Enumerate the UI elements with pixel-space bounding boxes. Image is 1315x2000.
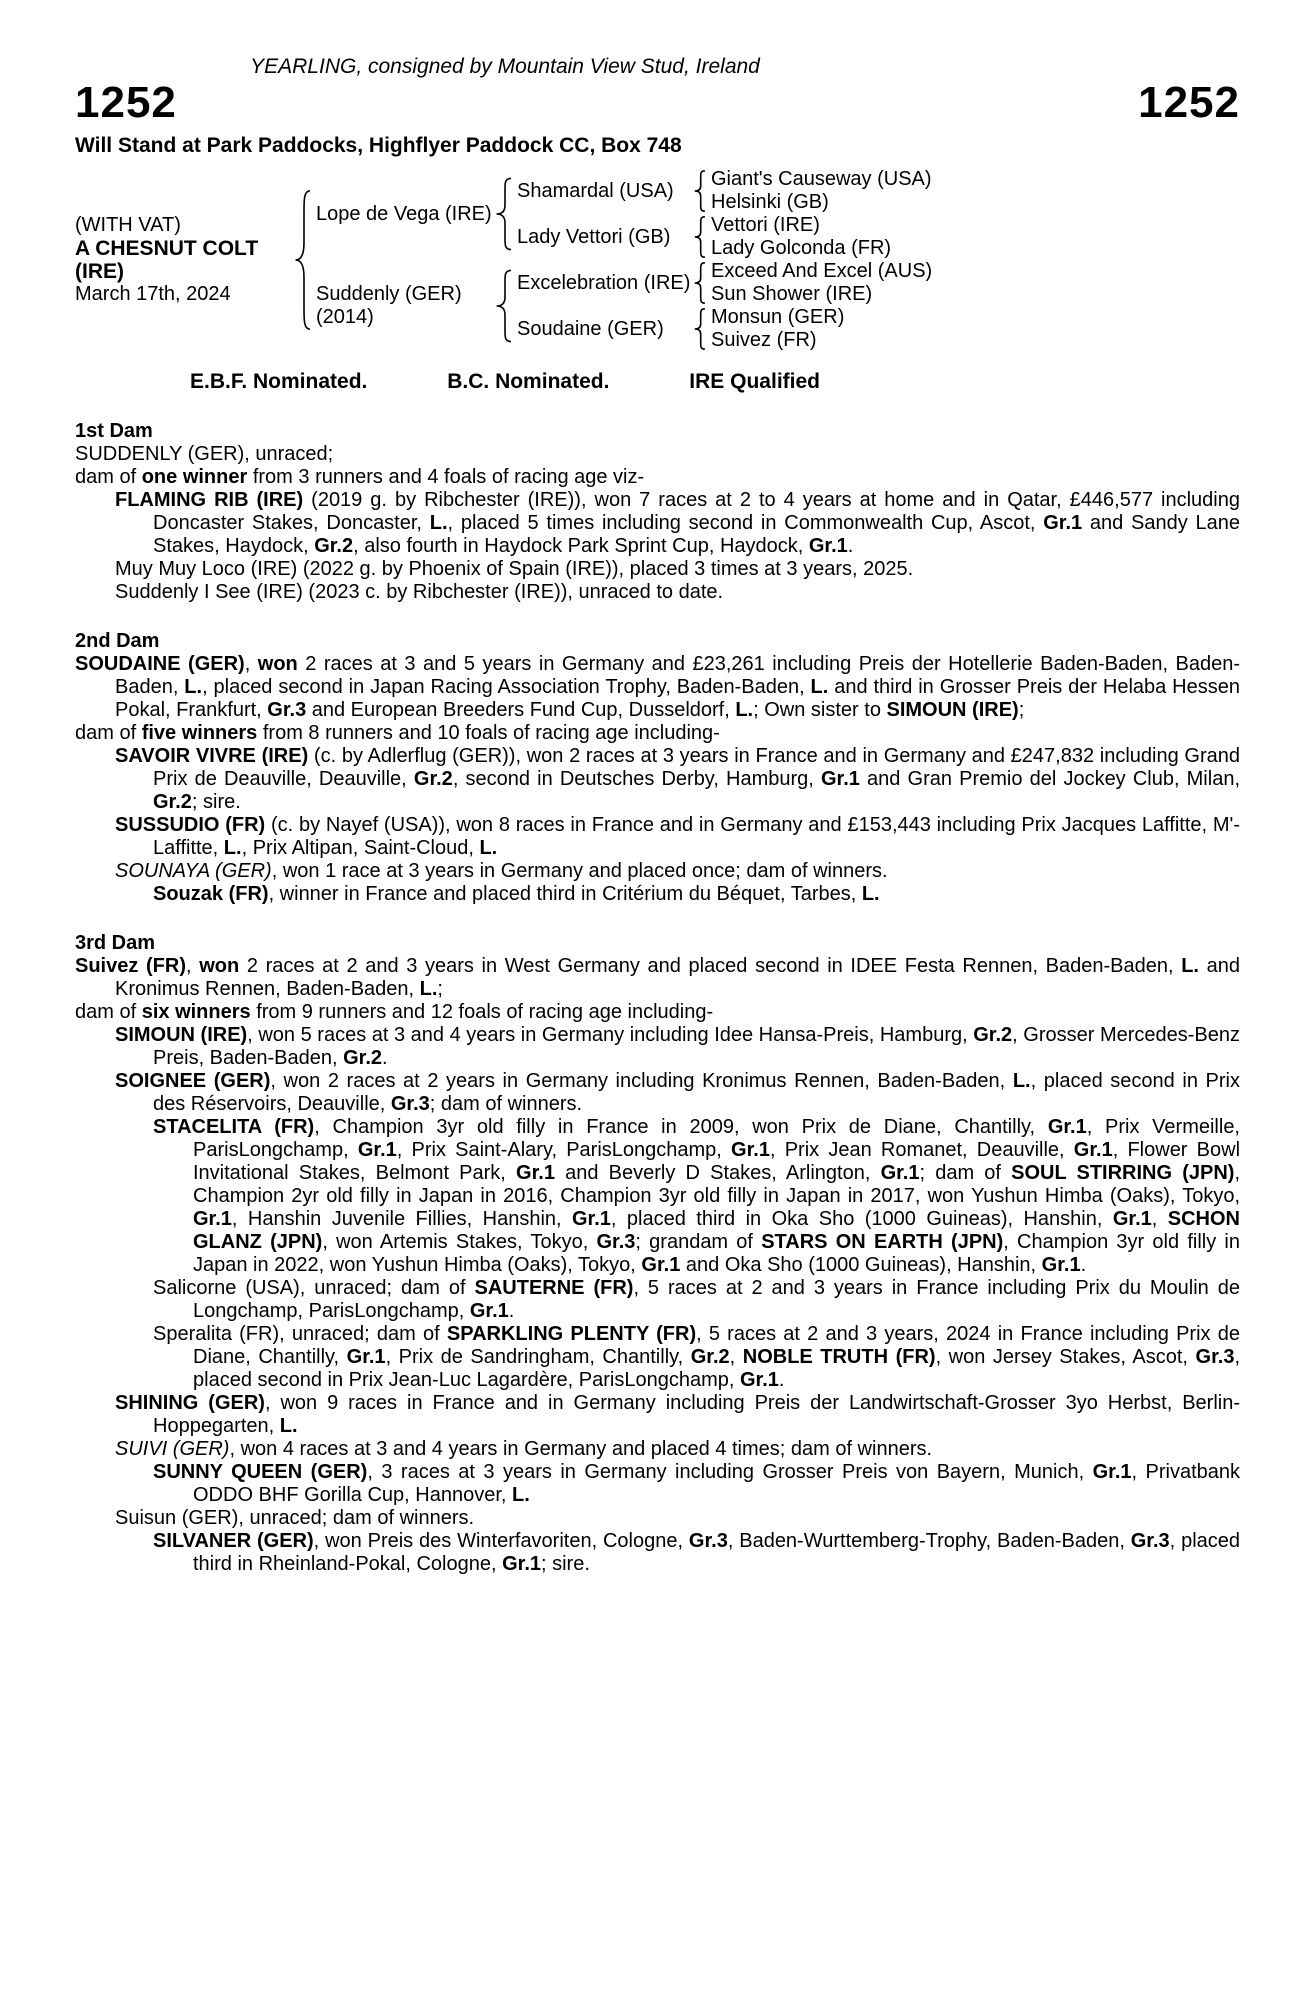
text-segment: , won Artemis Stakes, Tokyo, (322, 1231, 597, 1253)
pedigree-brace-dam (491, 260, 517, 352)
text-segment: won (199, 955, 240, 977)
dam-sire-cell (517, 260, 689, 306)
text-segment: Gr.1 (740, 1369, 779, 1391)
text-segment: SOUDAINE (GER) (75, 653, 245, 675)
text-segment: Gr.1 (1092, 1461, 1132, 1483)
text-segment: and Oka Sho (1000 Guineas), Hanshin, (680, 1254, 1042, 1276)
text-segment: , placed second in Japan Racing Association Trophy, Baden-Baden, (202, 676, 811, 698)
text-segment: , second in Deutsches Derby, Hamburg, (452, 768, 821, 790)
text-segment: Gr.2 (973, 1024, 1013, 1046)
text-segment: ; Own sister to (753, 699, 887, 721)
text-segment: Gr.2 (343, 1047, 383, 1069)
pedigree-text-paragraph (75, 722, 1240, 745)
colt-info-block (75, 168, 290, 352)
text-segment: Gr.1 (357, 1139, 397, 1161)
pedigree-text-paragraph (75, 1001, 1240, 1024)
text-segment: , Hanshin Juvenile Fillies, Hanshin, (231, 1208, 572, 1230)
stand-location-line: Will Stand at Park Paddocks, Highflyer Paddock CC, Box 748 (75, 134, 682, 157)
text-segment: Gr.3 (688, 1530, 728, 1552)
sire-dam-dam-name: Lady Golconda (FR) (711, 237, 892, 259)
text-segment: ; (437, 978, 443, 1000)
pedigree-text-paragraph (75, 1530, 1240, 1576)
text-segment: , Champion 3yr old filly in France in 2009, won Prix de Diane, Chantilly, (314, 1116, 1048, 1138)
text-segment: L. (735, 699, 754, 721)
text-segment: Souzak (FR) (153, 883, 269, 905)
text-segment: , won Preis des Winterfavoriten, Cologne, (313, 1530, 689, 1552)
sire-sire-sire-name: Giant's Causeway (USA) (711, 168, 932, 190)
text-segment: dam of (75, 1001, 142, 1023)
text-segment: , Grosser Mercedes-Benz Preis, Baden-Baden, (153, 1024, 1241, 1069)
text-segment: Gr.1 (346, 1346, 386, 1368)
text-segment: , Prix Vermeille, ParisLongchamp, (193, 1116, 1240, 1161)
text-segment: ; (1018, 699, 1025, 721)
text-segment: Gr.1 (641, 1254, 681, 1276)
text-segment: L. (429, 512, 448, 534)
pedigree-text-paragraph (75, 1277, 1240, 1323)
text-segment: SAUTERNE (FR) (474, 1277, 634, 1299)
text-segment: L. (512, 1484, 530, 1506)
text-segment: , Champion 2yr old filly in Japan in 2016, Champion 3yr old filly in Japan in 2017, won Yushun Himba (Oaks), Tokyo, (193, 1162, 1241, 1207)
text-segment: , won Jersey Stakes, Ascot, (935, 1346, 1196, 1368)
colt-description-line2: (IRE) (75, 260, 124, 283)
nomination-bc: B.C. Nominated. (447, 370, 610, 393)
text-segment: . (847, 535, 854, 557)
text-segment: , won 5 races at 3 and 4 years in Germany including Idee Hansa-Preis, Hamburg, (247, 1024, 974, 1046)
sire-sire-sire-cell (711, 168, 1240, 191)
text-segment: dam of (75, 722, 142, 744)
text-segment: , placed third in Oka Sho (1000 Guineas), Hanshin, (610, 1208, 1113, 1230)
text-segment: Gr.1 (1112, 1208, 1152, 1230)
pedigree-text-paragraph (75, 1070, 1240, 1116)
pedigree-table (75, 168, 1240, 352)
consignor-line: YEARLING, consigned by Mountain View Stud, Ireland (250, 55, 760, 78)
sire-dam-sire-cell (711, 214, 1240, 237)
text-segment: Gr.3 (596, 1231, 636, 1253)
text-segment: and Gran Premio del Jockey Club, Milan, (859, 768, 1240, 790)
text-segment: L. (1012, 1070, 1031, 1092)
text-segment: FLAMING RIB (IRE) (115, 489, 304, 511)
text-segment: , Prix de Sandringham, Chantilly, (385, 1346, 691, 1368)
text-segment: , 5 races at 2 and 3 years, 2024 in France including Prix de Diane, Chantilly, (193, 1323, 1240, 1368)
dam-sire-sire-name: Exceed And Excel (AUS) (711, 260, 933, 282)
pedigree-brace-sire-sire (689, 168, 711, 214)
text-segment: Gr.2 (153, 791, 192, 813)
sire-dam-name: Lady Vettori (GB) (517, 225, 671, 248)
text-segment: Gr.1 (880, 1162, 920, 1184)
text-segment: ; dam of (919, 1162, 1012, 1184)
sire-name: Lope de Vega (IRE) (316, 202, 492, 225)
lot-number-row (75, 78, 1240, 127)
dam-sire-dam-cell (711, 283, 1240, 306)
text-segment: Suddenly I See (IRE) (2023 c. by Ribchester (IRE)), unraced to date. (115, 581, 724, 603)
brace-icon (494, 177, 514, 251)
text-segment: Gr.3 (1130, 1530, 1170, 1552)
dam-sire-name: Excelebration (IRE) (517, 271, 691, 294)
sire-sire-cell (517, 168, 689, 214)
text-segment: SAVOIR VIVRE (IRE) (115, 745, 309, 767)
text-segment: , (185, 955, 200, 977)
text-segment: SOUL STIRRING (JPN) (1011, 1162, 1235, 1184)
pedigree-text-paragraph (75, 1116, 1240, 1277)
dam-dam-dam-name: Suivez (FR) (711, 329, 817, 351)
text-segment: , (1151, 1208, 1168, 1230)
sire-sire-name: Shamardal (USA) (517, 179, 674, 202)
text-segment: and third in Grosser Preis der Helaba Hessen Pokal, Frankfurt, (115, 676, 1240, 721)
text-segment: Gr.3 (1195, 1346, 1235, 1368)
dam-section-heading: 3rd Dam (75, 932, 156, 954)
text-segment: six winners (141, 1001, 251, 1023)
text-segment: , Prix Saint-Alary, ParisLongchamp, (396, 1139, 732, 1161)
sire-cell (316, 168, 491, 260)
brace-icon (494, 269, 514, 343)
text-segment: 2 races at 3 and 5 years in Germany and £23,261 including Preis der Hotellerie Baden-Baden, Baden-Baden, (115, 653, 1240, 698)
text-segment: SUIVI (GER) (115, 1438, 230, 1460)
pedigree-text-paragraph (75, 860, 1240, 883)
text-segment: SUDDENLY (GER), unraced; (75, 443, 334, 465)
pedigree-text-paragraph (75, 653, 1240, 722)
text-segment: Gr.1 (1073, 1139, 1113, 1161)
text-segment: (c. by Nayef (USA)), won 8 races in France and in Germany and £153,443 including Prix Jacques Laffitte, M'-Laffitte, (153, 814, 1241, 859)
text-segment: Gr.1 (1041, 1254, 1081, 1276)
nominations-row (190, 370, 820, 394)
sire-sire-dam-name: Helsinki (GB) (711, 191, 829, 213)
text-segment: L. (279, 1415, 298, 1437)
lot-number-right: 1252 (1138, 78, 1240, 127)
text-segment: , also fourth in Haydock Park Sprint Cup, Haydock, (353, 535, 809, 557)
pedigree-text-paragraph (75, 443, 1240, 466)
text-segment: Muy Muy Loco (IRE) (2022 g. by Phoenix of Spain (IRE)), placed 3 times at 3 years, 2025. (115, 558, 914, 580)
dam-name: Suddenly (GER) (316, 283, 462, 305)
text-segment: , winner in France and placed third in Critérium du Béquet, Tarbes, (268, 883, 862, 905)
text-segment: five winners (141, 722, 258, 744)
pedigree-brace-gen1 (290, 168, 316, 352)
text-segment: , Prix Jean Romanet, Deauville, (769, 1139, 1074, 1161)
text-segment: from 9 runners and 12 foals of racing age including- (250, 1001, 714, 1023)
text-segment: Gr.1 (808, 535, 848, 557)
text-segment: Gr.3 (390, 1093, 430, 1115)
nomination-ebf: E.B.F. Nominated. (190, 370, 368, 393)
pedigree-text-paragraph (75, 489, 1240, 558)
text-segment: , placed 5 times including second in Commonwealth Cup, Ascot, (447, 512, 1044, 534)
pedigree-text-paragraph (75, 466, 1240, 489)
text-segment: STARS ON EARTH (JPN) (761, 1231, 1004, 1253)
text-segment: dam of (75, 466, 142, 488)
text-segment: and Sandy Lane Stakes, Haydock, (153, 512, 1240, 557)
text-segment: won (257, 653, 298, 675)
text-segment: SIMOUN (IRE) (115, 1024, 248, 1046)
pedigree-brace-sire-dam (689, 214, 711, 260)
text-segment: Gr.1 (502, 1553, 541, 1575)
text-segment: , (729, 1346, 743, 1368)
pedigree-text-paragraph (75, 814, 1240, 860)
text-segment: SUSSUDIO (FR) (115, 814, 266, 836)
text-segment: one winner (141, 466, 248, 488)
text-segment: , won 1 race at 3 years in Germany and placed once; dam of winners. (271, 860, 888, 882)
text-segment: . (778, 1369, 785, 1391)
text-segment: , Baden-Wurttemberg-Trophy, Baden-Baden, (727, 1530, 1131, 1552)
dam-dam-name: Soudaine (GER) (517, 317, 664, 340)
text-segment: Gr.1 (1043, 512, 1083, 534)
text-segment: , won 2 races at 2 years in Germany including Kronimus Rennen, Baden-Baden, (270, 1070, 1013, 1092)
text-segment: SOUNAYA (GER) (115, 860, 272, 882)
text-segment: and European Breeders Fund Cup, Dusseldorf, (306, 699, 736, 721)
text-segment: L. (184, 676, 203, 698)
pedigree-text-paragraph (75, 883, 1240, 906)
text-segment: STACELITA (FR) (153, 1116, 315, 1138)
text-segment: , 5 races at 2 and 3 years in France including Prix du Moulin de Longchamp, ParisLongchamp, (193, 1277, 1240, 1322)
text-segment: SILVANER (GER) (153, 1530, 314, 1552)
dam-sections (75, 420, 1240, 1576)
text-segment: . (382, 1047, 388, 1069)
text-segment: and Beverly D Stakes, Arlington, (554, 1162, 881, 1184)
pedigree-text-paragraph (75, 558, 1240, 581)
text-segment: . (1080, 1254, 1087, 1276)
foaling-date: March 17th, 2024 (75, 283, 231, 305)
text-segment: Gr.1 (193, 1208, 232, 1230)
text-segment: L. (479, 837, 498, 859)
text-segment: , placed second in Prix des Réservoirs, Deauville, (153, 1070, 1240, 1115)
text-segment: , Privatbank ODDO BHF Gorilla Cup, Hannover, (193, 1461, 1240, 1506)
text-segment: SUNNY QUEEN (GER) (153, 1461, 368, 1483)
sire-dam-cell (517, 214, 689, 260)
dam-dam-cell (517, 306, 689, 352)
nomination-ire-qualified: IRE Qualified (689, 370, 820, 393)
text-segment: Gr.2 (314, 535, 354, 557)
text-segment: SOIGNEE (GER) (115, 1070, 271, 1092)
text-segment: , (244, 653, 258, 675)
text-segment: ; sire. (191, 791, 241, 813)
brace-icon (693, 308, 707, 350)
brace-icon (693, 170, 707, 212)
text-segment: , won 9 races in France and in Germany including Preis der Landwirtschaft-Grosser 3yo Herbst, Berlin-Hoppegarten, (153, 1392, 1241, 1437)
text-segment: L. (861, 883, 880, 905)
text-segment: , placed third in Rheinland-Pokal, Cologne, (193, 1530, 1241, 1575)
dam-section-heading: 1st Dam (75, 420, 153, 442)
text-segment: Gr.1 (820, 768, 860, 790)
text-segment: Salicorne (USA), unraced; dam of (153, 1277, 475, 1299)
pedigree-text-paragraph (75, 581, 1240, 604)
text-segment: , 3 races at 3 years in Germany including Grosser Preis von Bayern, Munich, (367, 1461, 1093, 1483)
pedigree-text-paragraph (75, 955, 1240, 1001)
sire-dam-dam-cell (711, 237, 1240, 260)
dam-sire-sire-cell (711, 260, 1240, 283)
dam-sire-dam-name: Sun Shower (IRE) (711, 283, 873, 305)
text-segment: SPARKLING PLENTY (FR) (446, 1323, 697, 1345)
text-segment: from 3 runners and 4 foals of racing age viz- (247, 466, 645, 488)
text-segment: ; dam of winners. (429, 1093, 583, 1115)
text-segment: , placed second in Prix Jean-Luc Lagardère, ParisLongchamp, (193, 1346, 1241, 1391)
lot-number-left: 1252 (75, 78, 177, 127)
text-segment: SHINING (GER) (115, 1392, 265, 1414)
pedigree-text-paragraph (75, 1507, 1240, 1530)
dam-year: (2014) (316, 306, 374, 328)
text-segment: , won 4 races at 3 and 4 years in Germany and placed 4 times; dam of winners. (229, 1438, 933, 1460)
dam-cell (316, 260, 491, 352)
text-segment: Gr.1 (469, 1300, 509, 1322)
brace-icon (693, 262, 707, 304)
text-segment: (2019 g. by Ribchester (IRE)), won 7 races at 2 to 4 years at home and in Qatar, £446,577 including Doncaster Stakes, Doncaster, (153, 489, 1240, 534)
pedigree-brace-dam-dam (689, 306, 711, 352)
text-segment: Gr.1 (516, 1162, 555, 1184)
vat-note: (WITH VAT) (75, 214, 181, 236)
sire-dam-sire-name: Vettori (IRE) (711, 214, 820, 236)
text-segment: Suivez (FR) (75, 955, 186, 977)
text-segment: L. (810, 676, 829, 698)
text-segment: from 8 runners and 10 foals of racing age including- (257, 722, 720, 744)
text-segment: ; grandam of (635, 1231, 762, 1253)
pedigree-text-paragraph (75, 745, 1240, 814)
dam-dam-sire-cell (711, 306, 1240, 329)
text-segment: and Kronimus Rennen, Baden-Baden, (115, 955, 1240, 1000)
pedigree-text-paragraph (75, 1392, 1240, 1438)
text-segment: Gr.3 (267, 699, 307, 721)
text-segment: L. (1181, 955, 1199, 977)
text-segment: 2 races at 2 and 3 years in West Germany and placed second in IDEE Festa Rennen, Baden-Baden, (239, 955, 1182, 977)
text-segment: SIMOUN (IRE) (886, 699, 1019, 721)
dam-section-heading: 2nd Dam (75, 630, 160, 652)
pedigree-text-paragraph (75, 1438, 1240, 1461)
dam-dam-dam-cell (711, 329, 1240, 352)
text-segment: (c. by Adlerflug (GER)), won 2 races at 3 years in France and in Germany and £247,832 including Grand Prix de Deauville, Deauville, (153, 745, 1240, 790)
text-segment: Gr.1 (731, 1139, 770, 1161)
text-segment: , Champion 3yr old filly in Japan in 2022, won Yushun Himba (Oaks), Tokyo, (193, 1231, 1240, 1276)
text-segment: NOBLE TRUTH (FR) (742, 1346, 936, 1368)
text-segment: . (508, 1300, 515, 1322)
text-segment: Speralita (FR), unraced; dam of (153, 1323, 447, 1345)
pedigree-text-paragraph (75, 1461, 1240, 1507)
text-segment: Suisun (GER), unraced; dam of winners. (115, 1507, 475, 1529)
pedigree-text-paragraph (75, 1323, 1240, 1392)
text-segment: Gr.2 (690, 1346, 730, 1368)
text-segment: SCHON GLANZ (JPN) (193, 1208, 1240, 1253)
text-segment: Gr.1 (572, 1208, 611, 1230)
text-segment: , Prix Altipan, Saint-Cloud, (241, 837, 480, 859)
text-segment: , Flower Bowl Invitational Stakes, Belmont Park, (193, 1139, 1241, 1184)
text-segment: ; sire. (541, 1553, 590, 1575)
brace-icon (693, 216, 707, 258)
text-segment: L. (419, 978, 438, 1000)
pedigree-text-paragraph (75, 1024, 1240, 1070)
text-segment: L. (223, 837, 242, 859)
brace-icon (293, 188, 313, 332)
colt-description-line1: A CHESNUT COLT (75, 237, 259, 260)
text-segment: Gr.1 (1047, 1116, 1087, 1138)
pedigree-brace-sire (491, 168, 517, 260)
sire-sire-dam-cell (711, 191, 1240, 214)
pedigree-brace-dam-sire (689, 260, 711, 306)
dam-dam-sire-name: Monsun (GER) (711, 306, 845, 328)
text-segment: Gr.2 (413, 768, 453, 790)
